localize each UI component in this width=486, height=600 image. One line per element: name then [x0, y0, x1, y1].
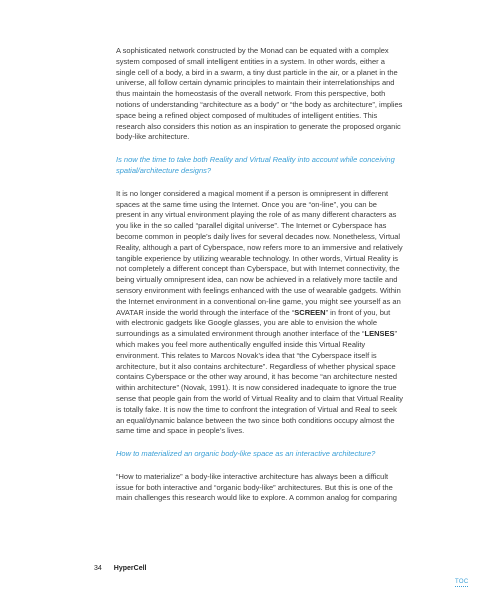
screen-emphasis: SCREEN [294, 307, 326, 317]
paragraph-monad: A sophisticated network constructed by the Monad can be equated with a complex system composed of small intelligent entities in a system. In other words, either a single cell of a body, a bird in a swarm, a tiny dust particle in the air, or a planet in the universe, all follow certain dynamic principles to maintain their interrelationships and thus maintain the homeostasis of the overall network. From this perspective, both notions of understanding “architecture as a body” or “the body as architecture”, implies space being a refined object composed of multitudes of intelligent entities. This research also considers this notion as an inspiration to generate the proposed organic body-like architecture. [116, 46, 403, 142]
document-title: HyperCell [113, 565, 147, 572]
paragraph-vr-part-b: ” in front of you, but with electronic gadgets like Google glasses, you are able to envision the whole surroundings as a simulated environment through another interface of the “ [116, 307, 391, 339]
body-text [116, 46, 404, 516]
lenses-emphasis: LENSES [364, 329, 395, 339]
question-reality: Is now the time to take both Reality and Virtual Reality into account while conceiving spatial/architecture designs? [116, 155, 395, 175]
paragraph-vr-part-c: ” which makes you feel more authentically engulfed inside this Virtual Reality environment. This relates to Marcos Novak’s idea that “the Cyberspace itself is architecture, but it also contains architecture”. Regardless of whether physical space contains Cyberspace or the other way around, it has become “an architecture nested within architecture” (Novak, 1991). It is now considered inadequate to ignore the true sense that people gain from the world of Virtual Reality and to claim that Virtual Reality is totally fake. It is now the time to confront the integration of Virtual and Real to seek an equal/dynamic balance between the two since both conditions occupy almost the same time and space in people’s lives. [116, 329, 403, 436]
paragraph-vr-part-a: It is no longer considered a magical moment if a person is omnipresent in different spaces at the same time using the Internet. Once you are “on-line”, you can be present in any virtual environment playing the role of as many different characters as you like in the so called “parallel digital universe”. The Internet or Cyberspace has become common in people’s daily lives for several decades now. Nonetheless, Virtual Reality, although a part of Cyberspace, now refers more to an immersive and relatively tangible experience by utilizing wearable technology. In other words, Virtual Reality is not completely a different concept than Cyberspace, but with Internet connectivity, the being virtually omnipresent idea, can now be achieved in a relatively more tactile and sensory environment with feelings enhanced with the use of wearable gadgets. Within the Internet environment in a conventional on-line game, you might see yourself as an AVATAR inside the world through the interface of the “ [116, 188, 403, 317]
page-number: 34 [94, 565, 102, 572]
paragraph-materialize: “How to materialize” a body-like interactive architecture has always been a difficult issue for both interactive and “organic body-like” architectures. But this is one of the main challenges this research would like to explore. A common analog for comparing [116, 471, 397, 503]
paragraph-virtual-reality [116, 189, 404, 437]
question-materialize: How to materialized an organic body-like space as an interactive architecture? [116, 449, 376, 459]
toc-link[interactable]: TOC [455, 579, 469, 585]
page-footer [94, 565, 146, 572]
